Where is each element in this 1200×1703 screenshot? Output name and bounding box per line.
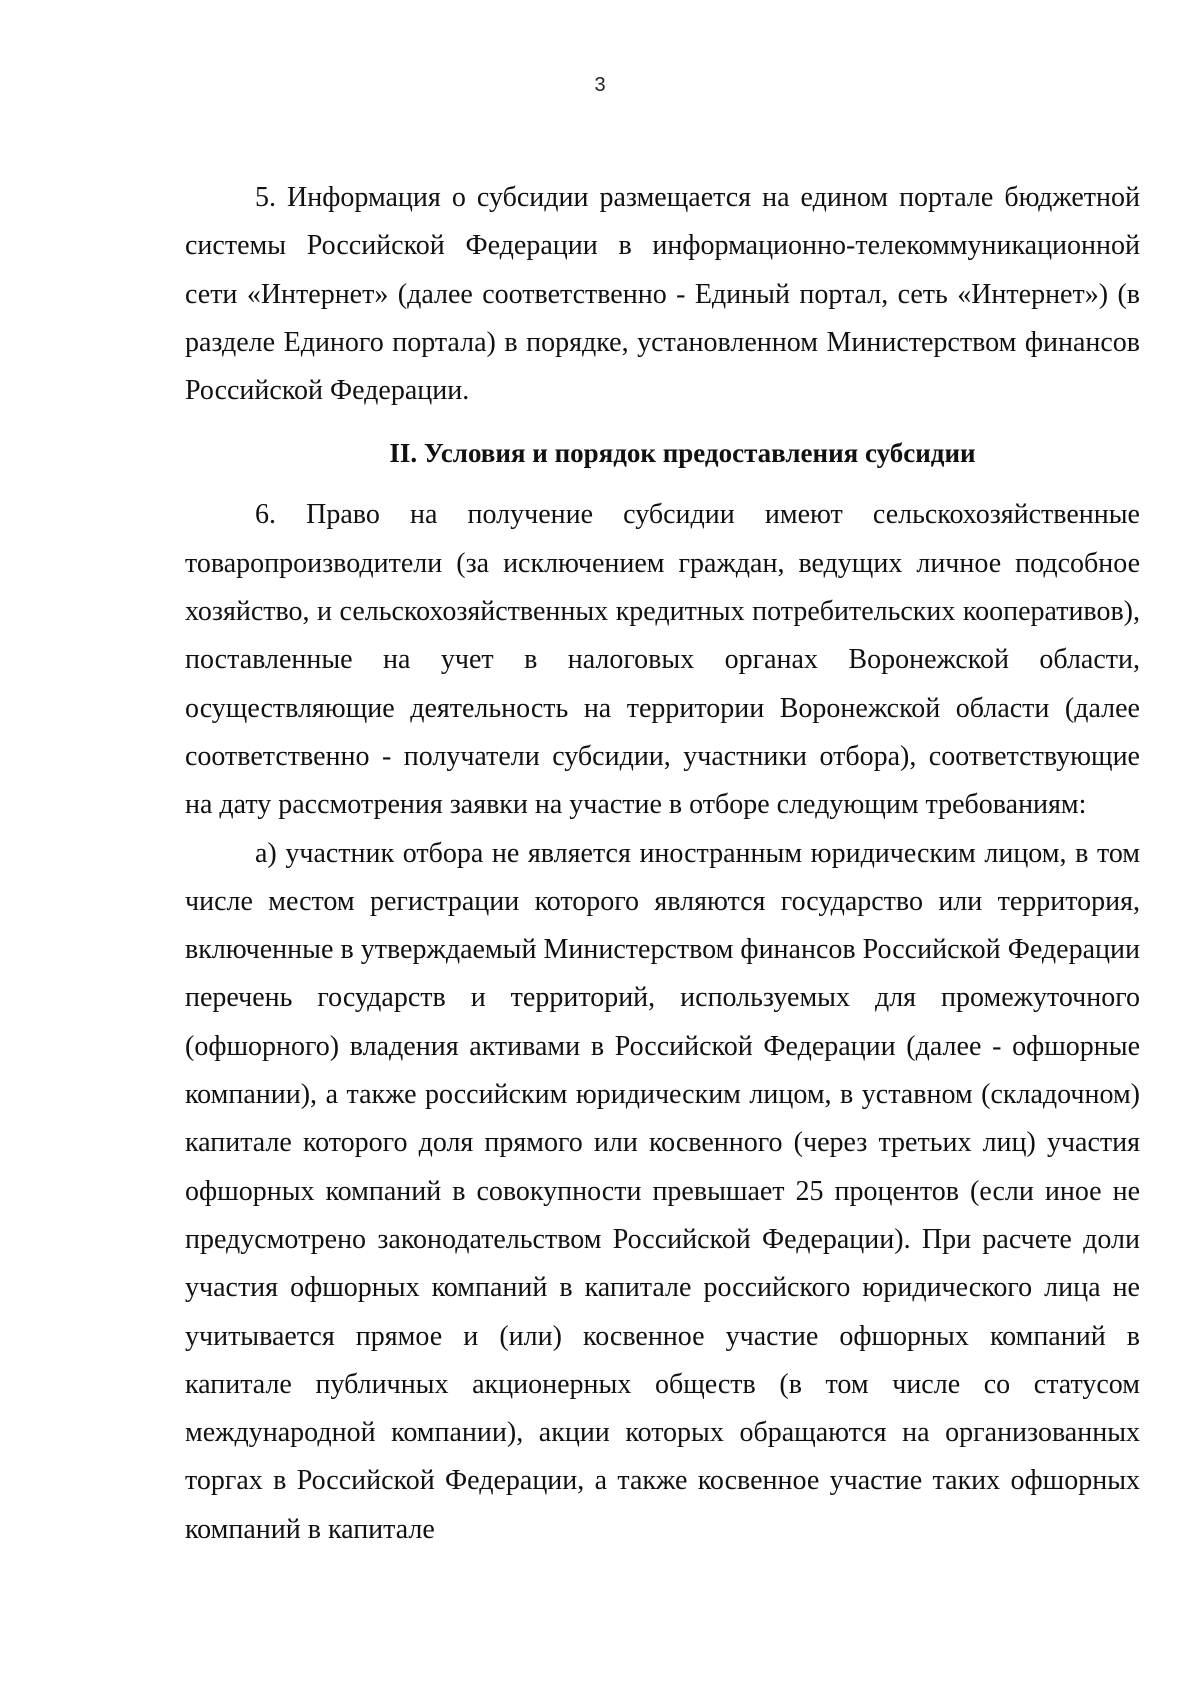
item-a: а) участник отбора не является иностранным юридическим лицом, в том числе местом регистрации которого являются государство или территория, включенные в утверждаемый Министерством финансов Российской Федерации перечень государств и территорий, используемых для промежуточного (офшорного) владения активами в Российской Федерации (далее - офшорные компании), а также российским юридическим лицом, в уставном (складочном) капитале которого доля прямого или косвенного (через третьих лиц) участия офшорных компаний в совокупности превышает 25 процентов (если иное не предусмотрено законодательством Российской Федерации). При расчете доли участия офшорных компаний в капитале российского юридического лица не учитывается прямое и (или) косвенное участие офшорных компаний в капитале публичных акционерных обществ (в том числе со статусом международной компании), акции которых обращаются на организованных торгах в Российской Федерации, а также косвенное участие таких офшорных компаний в капитале [185, 837, 1140, 1545]
document-body [185, 174, 1140, 1554]
page-number: 3 [594, 74, 606, 96]
section-heading: II. Условия и порядок предоставления субсидии [389, 438, 976, 469]
paragraph-6: 6. Право на получение субсидии имеют сельскохозяйственные товаропроизводители (за исключением граждан, ведущих личное подсобное хозяйство, и сельскохозяйственных кредитных потребительских кооперативов), поставленные на учет в налоговых органах Воронежской области, осуществляющие деятельность на территории Воронежской области (далее соответственно - получатели субсидии, участники отбора), соответствующие на дату рассмотрения заявки на участие в отборе следующим требованиям: [185, 499, 1140, 821]
paragraph-5: 5. Информация о субсидии размещается на едином портале бюджетной системы Российской Федерации в информационно-телекоммуникационной сети «Интернет» (далее соответственно - Единый портал, сеть «Интернет») (в разделе Единого портала) в порядке, установленном Министерством финансов Российской Федерации. [185, 182, 1140, 407]
